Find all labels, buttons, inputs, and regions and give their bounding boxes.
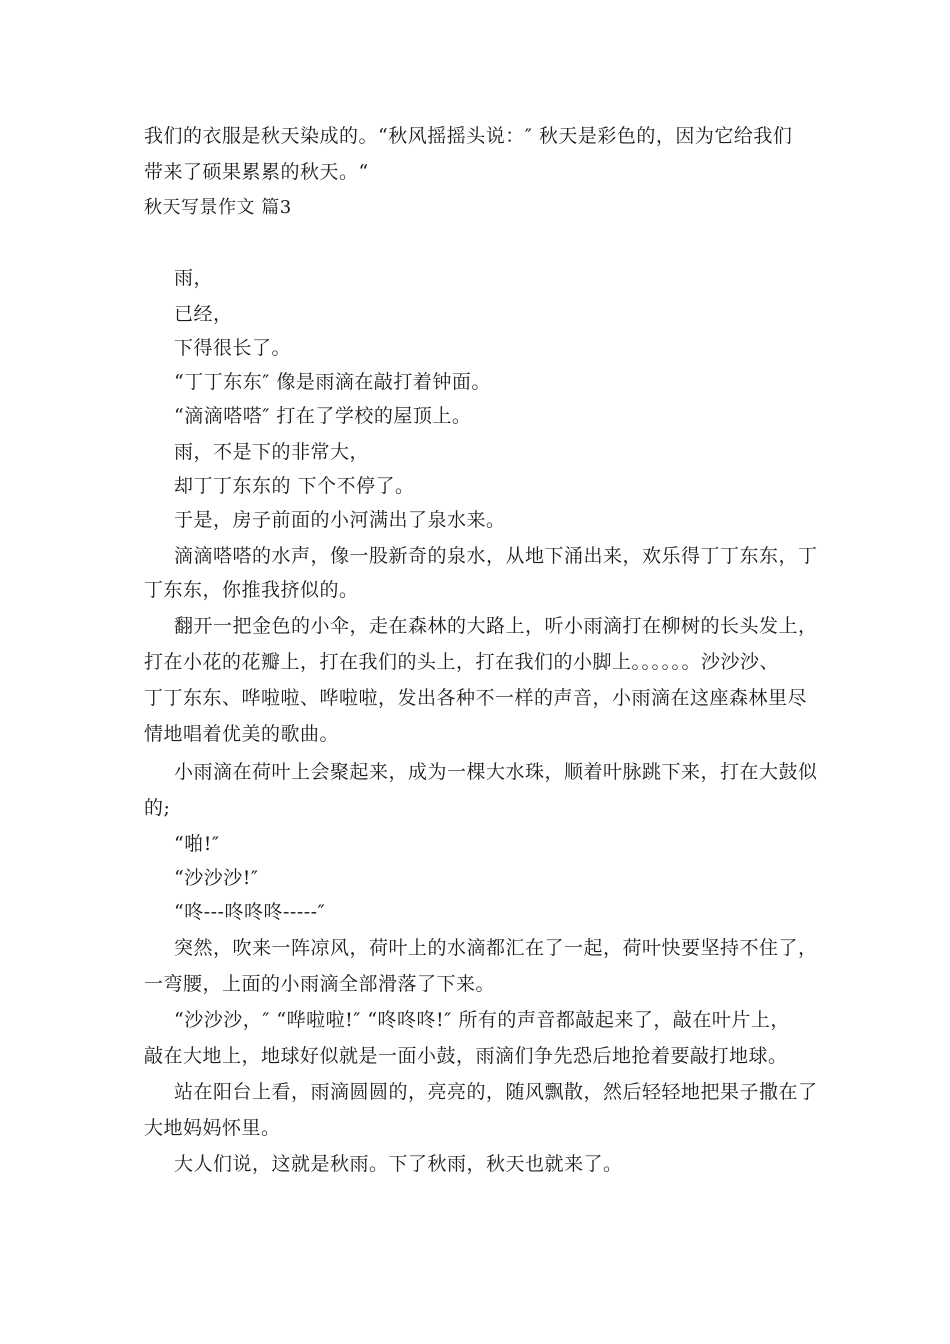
- paragraph-line: 情地唱着优美的歌曲。: [144, 723, 340, 745]
- paragraph-line: 大地妈妈怀里。: [144, 1117, 281, 1139]
- paragraph-line: 打在小花的花瓣上，打在我们的头上，打在我们的小脚上。。。。。。沙沙沙、: [144, 651, 780, 673]
- paragraph-line: 突然，吹来一阵凉风，荷叶上的水滴都汇在了一起，荷叶快要坚持不住了，: [174, 937, 818, 959]
- paragraph-line: 翻开一把金色的小伞，走在森林的大路上，听小雨滴打在柳树的长头发上，: [174, 615, 818, 637]
- paragraph-line: 丁东东，你推我挤似的。: [144, 579, 359, 601]
- paragraph-line: 雨，不是下的非常大，: [174, 441, 370, 463]
- paragraph-line: 却丁丁东东的 下个不停了。: [174, 475, 415, 497]
- paragraph-line: “滴滴嗒嗒″ 打在了学校的屋顶上。: [174, 405, 472, 427]
- paragraph-line: 于是，房子前面的小河满出了泉水来。: [174, 509, 506, 531]
- paragraph-line: 我们的衣服是秋天染成的。“秋风摇摇头说：″ 秋天是彩色的，因为它给我们: [144, 125, 793, 147]
- paragraph-line: 大人们说，这就是秋雨。下了秋雨，秋天也就来了。: [174, 1153, 623, 1175]
- paragraph-line: 带来了硕果累累的秋天。“: [144, 161, 369, 183]
- paragraph-line: 丁丁东东、哗啦啦、哗啦啦，发出各种不一样的声音，小雨滴在这座森林里尽: [144, 687, 808, 709]
- paragraph-line: “沙沙沙!″: [174, 867, 259, 889]
- paragraph-line: 敲在大地上，地球好似就是一面小鼓，雨滴们争先恐后地抢着要敲打地球。: [144, 1045, 788, 1067]
- paragraph-line: 站在阳台上看，雨滴圆圆的，亮亮的，随风飘散，然后轻轻地把果子撒在了: [174, 1081, 818, 1103]
- paragraph-line: “咚---咚咚咚-----″: [174, 901, 326, 923]
- paragraph-line: 下得很长了。: [174, 337, 292, 359]
- paragraph-line: 滴滴嗒嗒的水声，像一股新奇的泉水，从地下涌出来，欢乐得丁丁东东，丁: [174, 545, 818, 567]
- paragraph-line: 小雨滴在荷叶上会聚起来，成为一棵大水珠，顺着叶脉跳下来，打在大鼓似: [174, 761, 818, 783]
- paragraph-line: 已经，: [174, 303, 233, 325]
- section-heading: 秋天写景作文 篇3: [144, 197, 292, 218]
- paragraph-line: “丁丁东东″ 像是雨滴在敲打着钟面。: [174, 371, 491, 393]
- paragraph-line: 雨，: [174, 267, 214, 289]
- paragraph-line: “啪!″: [174, 833, 220, 855]
- paragraph-line: “沙沙沙，″ “哗啦啦!″ “咚咚咚!″ 所有的声音都敲起来了，敲在叶片上，: [174, 1009, 790, 1031]
- paragraph-line: 一弯腰，上面的小雨滴全部滑落了下来。: [144, 973, 496, 995]
- paragraph-line: 的;: [144, 797, 171, 819]
